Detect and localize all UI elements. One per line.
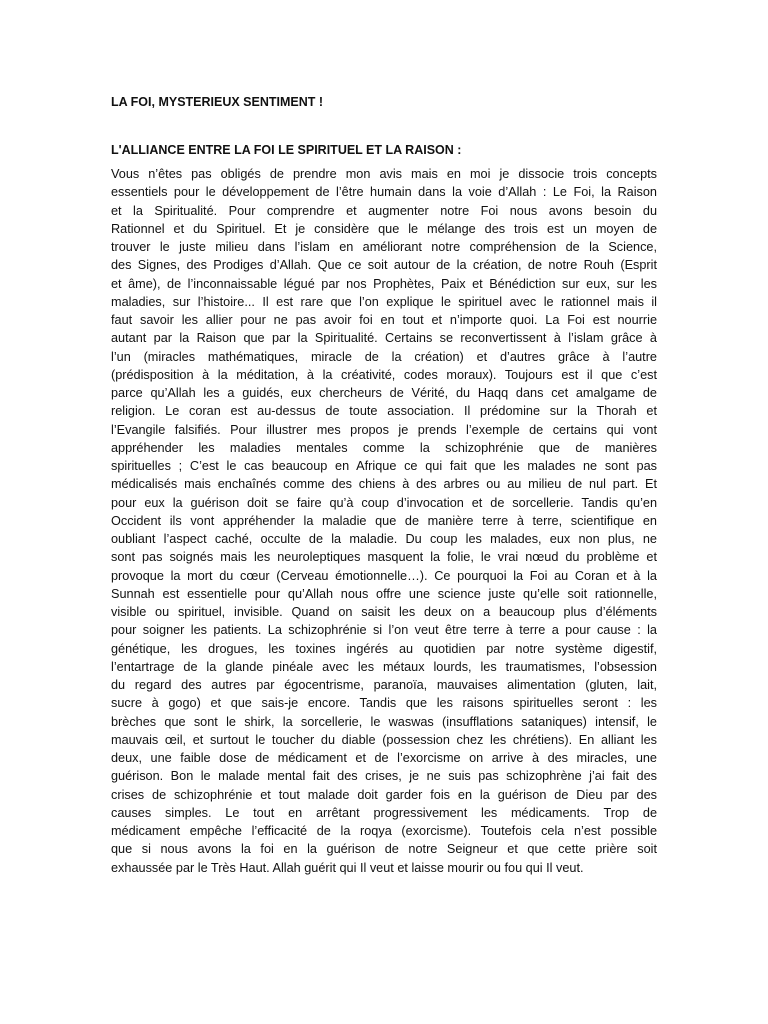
paragraph-line: deux, une faible dose de médicament et de l’exorcisme on arrive à des miracles, une bbox=[111, 751, 657, 765]
paragraph-line: pour eux la guérison doit se faire qu’à coup d’invocation et de sorcellerie. Tandis qu’en bbox=[111, 495, 657, 510]
body-paragraph bbox=[111, 165, 657, 877]
paragraph-line: parce qu’Allah les a guidés, eux chercheurs de Vérité, du Haqq dans cet amalgame de bbox=[111, 386, 657, 400]
paragraph-line: médicament empêche l’efficacité de la roqya (exorcisme). Toutefois cela n’est possible bbox=[111, 824, 657, 838]
paragraph-line: que si nous avons la foi en la guérison de notre Seigneur et que cette prière soit bbox=[111, 842, 657, 857]
paragraph-line: oubliant l’aspect caché, occulte de la maladie. Du coup les malades, eux non plus, ne bbox=[111, 532, 657, 546]
paragraph-line: des Signes, des Prodiges d’Allah. Que ce soit autour de la création, de notre Rouh (Esprit bbox=[111, 258, 657, 273]
paragraph-line: autant par la Raison que par la Spiritualité. Certains se reconvertissent à l’islam grâce à bbox=[111, 331, 657, 346]
paragraph-line: guérison. Bon le malade mental fait des crises, je ne suis pas schizophrène j’ai fait des bbox=[111, 769, 657, 784]
paragraph-line: et âme), de l’inconnaissable légué par nos Prophètes, Paix et Bénédiction sur eux, sur les bbox=[111, 276, 657, 291]
paragraph-line: appréhender les maladies mentales comme la schizophrénie que de manières bbox=[111, 440, 657, 455]
section-heading: L'ALLIANCE ENTRE LA FOI LE SPIRITUEL ET LA RAISON : bbox=[111, 143, 462, 157]
document-page bbox=[111, 93, 657, 877]
paragraph-line: visible ou spirituel, invisible. Quand on saisit les deux on a beaucoup plus d’éléments bbox=[111, 605, 657, 619]
paragraph-line: sucre à gogo) et que sais-je encore. Tandis que les raisons spirituelles seront : les bbox=[111, 696, 657, 711]
paragraph-line: maladies, sur l’histoire... Il est rare que l’on explique le spirituel avec le rationnel mais il bbox=[111, 294, 657, 309]
paragraph-line: (prédisposition à la méditation, à la créativité, codes moraux). Toujours est il que c’est bbox=[111, 367, 657, 382]
paragraph-line: trouver le juste milieu dans l’islam en améliorant notre compréhension de la Science, bbox=[111, 240, 657, 254]
paragraph-line: brèches que sont le shirk, la sorcellerie, le waswas (insufflations sataniques) intensif, le bbox=[111, 714, 657, 729]
paragraph-line: spirituelles ; C’est le cas beaucoup en Afrique ce qui fait que les malades ne sont pas bbox=[111, 459, 657, 473]
paragraph-line: du regard des autres par égocentrisme, paranoïa, mauvaises alimentation (gluten, lait, bbox=[111, 678, 657, 692]
paragraph-line: l’entartrage de la glande pinéale avec les métaux lourds, les traumatismes, l’obsession bbox=[111, 659, 657, 674]
paragraph-line: sont pas soignés mais les neuroleptiques masquent la folie, le vrai nœud du problème et bbox=[111, 550, 657, 565]
paragraph-line: Occident ils vont appréhender la maladie que de manière terre à terre, scientifique en bbox=[111, 513, 657, 528]
paragraph-line: médicalisés mais enchaînés comme des chiens à des arbres ou au milieu de nul part. Et bbox=[111, 477, 657, 492]
paragraph-line: Vous n’êtes pas obligés de prendre mon avis mais en moi je dissocie trois concepts bbox=[111, 167, 657, 181]
paragraph-line: l’un (miracles mathématiques, miracle de la création) et d’autres grâce à l’autre bbox=[111, 349, 657, 364]
paragraph-line: essentiels pour le développement de l’être humain dans la voie d’Allah : Le Foi, la Raison bbox=[111, 185, 657, 200]
paragraph-line: Rationnel et du Spirituel. Et je considère que le mélange des trois est un moyen de bbox=[111, 221, 657, 236]
paragraph-line: religion. Le coran est au-dessus de toute association. Il prédomine sur la Thorah et bbox=[111, 404, 657, 419]
paragraph-line: provoque la mort du cœur (Cerveau émotionnelle…). Ce pourquoi la Foi au Coran et à la bbox=[111, 568, 657, 583]
document-title: LA FOI, MYSTERIEUX SENTIMENT ! bbox=[111, 95, 324, 109]
paragraph-line: mauvais œil, et surtout le toucher du diable (possession chez les chrétiens). En alliant les bbox=[111, 732, 657, 747]
paragraph-line: crises de schizophrénie et tout malade doit garder fois en la guérison de Dieu par des bbox=[111, 787, 657, 802]
paragraph-line: Sunnah est essentielle pour qu’Allah nous offre une science juste qu’elle soit rationnelle, bbox=[111, 586, 657, 601]
paragraph-line: et la Spiritualité. Pour comprendre et augmenter notre Foi nous avons besoin du bbox=[111, 203, 657, 218]
paragraph-line: causes simples. Le tout en arrêtant progressivement les médicaments. Trop de bbox=[111, 805, 657, 820]
paragraph-line: pour soigner les patients. La schizophrénie si l’on veut être terre à terre a pour cause : la bbox=[111, 623, 657, 638]
paragraph-line: exhaussée par le Très Haut. Allah guérit qui Il veut et laisse mourir ou fou qui Il veut. bbox=[111, 860, 584, 875]
paragraph-line: faut savoir les allier pour ne pas avoir foi en tout et n’importe quoi. La Foi est nourrie bbox=[111, 313, 657, 327]
paragraph-line: l’Evangile falsifiés. Pour illustrer mes propos je prends l’exemple de certains qui vont bbox=[111, 422, 657, 437]
paragraph-line: génétique, les drogues, les toxines ingérés au quotidien par notre système digestif, bbox=[111, 641, 657, 656]
